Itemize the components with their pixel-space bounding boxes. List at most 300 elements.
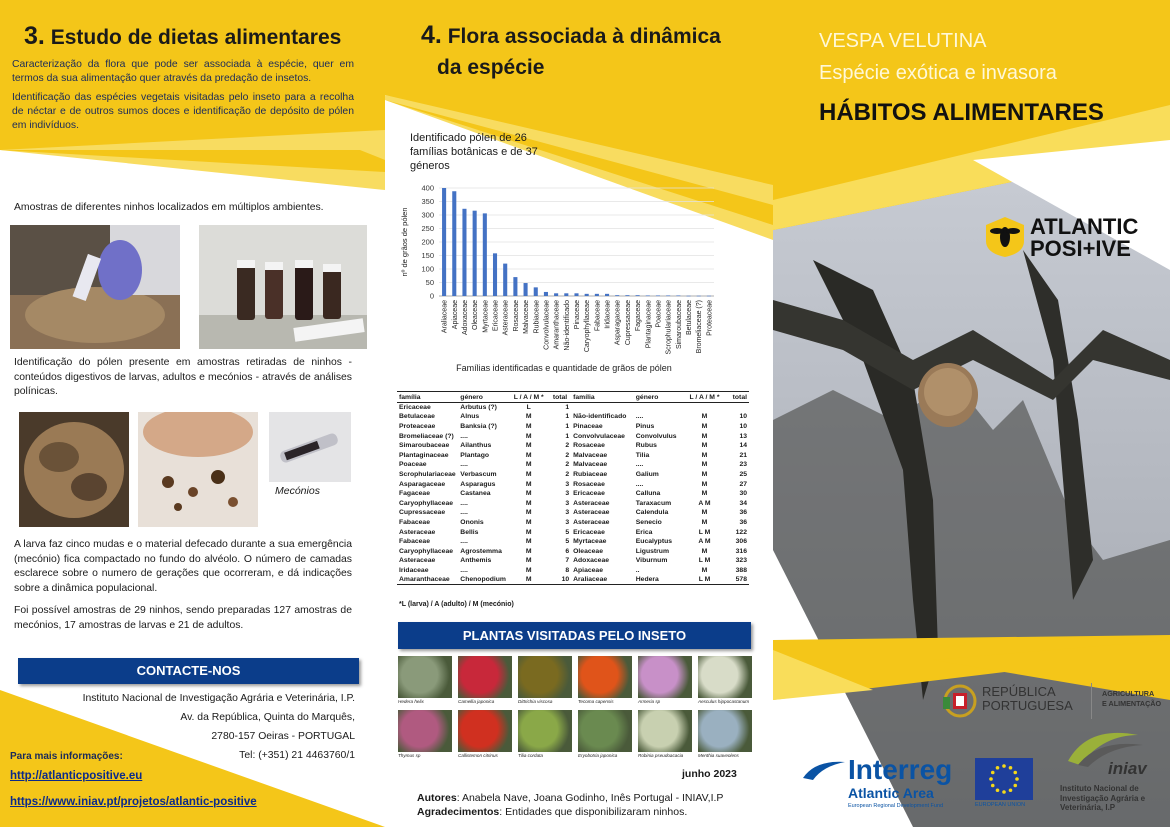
table-cell: .... <box>635 461 644 469</box>
table-cell: 3 <box>565 509 570 517</box>
cover-subtitle <box>819 25 1057 89</box>
plant-caption: Armeria sp <box>638 699 661 704</box>
x-tick-label: Proteaceae <box>706 300 714 336</box>
table-cell: M <box>701 461 708 469</box>
table-cell: Asteraceae <box>573 518 610 526</box>
y-tick-label: 200 <box>421 237 434 247</box>
table-cell: Scrophulariaceae <box>399 470 456 478</box>
table-cell: 27 <box>739 480 747 488</box>
table-cell: Convolvulaceae <box>573 432 625 440</box>
x-tick-label: Asparagaceae <box>614 300 622 346</box>
plant-photo <box>638 656 692 704</box>
x-tick-label: Adoxaceae <box>461 300 469 336</box>
atlantic-positive-link[interactable]: http://atlanticpositive.eu <box>10 770 143 782</box>
contact-line: 2780-157 Oeiras - PORTUGAL <box>211 731 355 742</box>
table-cell: L M <box>698 528 711 536</box>
section-4-title <box>421 20 721 83</box>
date: junho 2023 <box>682 768 737 780</box>
table-cell: 5 <box>565 528 570 536</box>
x-axis-title: Famílias identificadas e quantidade de grãos de pólen <box>456 363 672 373</box>
table-cell: Erica <box>635 528 653 536</box>
eu-star <box>1009 766 1013 770</box>
erdf-label: European Regional Development Fund <box>848 803 944 809</box>
table-cell: Não-identificado <box>573 413 627 421</box>
table-cell: Amaranthaceae <box>397 575 458 585</box>
chart-bar <box>574 293 578 296</box>
table-cell: M <box>525 451 532 459</box>
y-tick-label: 0 <box>429 291 434 301</box>
chart-bar <box>452 191 456 296</box>
table-cell: Poaceae <box>399 461 427 469</box>
atlantic-positive-logo-icon <box>986 217 1024 257</box>
table-cell: 5 <box>565 538 570 546</box>
plant-image <box>458 656 512 698</box>
col-header: família <box>571 392 634 403</box>
table-row <box>397 450 749 460</box>
table-cell: Rubiaceae <box>573 470 608 478</box>
eu-star <box>996 788 1000 792</box>
plant-image <box>458 710 512 752</box>
table-cell: Malvaceae <box>573 451 608 459</box>
larva-text: A larva faz cinco mudas e o material defecado durante a sua emergência (mecónio) fica compactado no fundo do alvéolo. O número de camadas esclarece sobre o numero de gerações que ocorreram, e dá indicações sobre a dinâmica populacional. <box>14 539 352 594</box>
table-cell: M <box>701 451 708 459</box>
table-cell: M <box>701 422 708 430</box>
plant-caption: Tilia cordata <box>518 753 543 758</box>
table-cell: 306 <box>735 538 747 546</box>
meconios-label: Mecónios <box>275 485 320 497</box>
chart-bar <box>707 296 711 297</box>
eu-star <box>1013 784 1017 788</box>
plant-photo <box>578 656 632 704</box>
table-cell: Agrostemma <box>460 547 502 555</box>
table-cell: Alnus <box>460 413 480 421</box>
table-cell: Caryophyllaceae <box>399 547 454 555</box>
chart-bar <box>646 295 650 296</box>
interreg-logo: Interreg <box>848 754 953 785</box>
table-cell: M <box>525 566 532 574</box>
table-cell: 10 <box>739 413 747 421</box>
table-cell: 3 <box>565 490 570 498</box>
table-cell: Pinus <box>635 422 655 430</box>
table-row <box>397 431 749 441</box>
species-name: VESPA VELUTINA <box>819 30 987 52</box>
plant-caption: Robinia pseudoacacia <box>638 753 684 758</box>
table-cell: Eucalyptus <box>635 538 673 546</box>
plant-photo <box>458 656 512 704</box>
table-cell: Oleaceae <box>573 547 603 555</box>
x-tick-label: Rosaceae <box>512 300 520 332</box>
chart-bar <box>554 293 558 296</box>
chart-bar <box>544 292 548 296</box>
col-header: total <box>725 392 749 403</box>
table-cell: Anthemis <box>460 557 492 565</box>
iniav-logo: iniav <box>1108 759 1147 778</box>
section-title-text: Flora associada à dinâmica <box>447 25 721 48</box>
table-cell: 3 <box>565 518 570 526</box>
x-tick-label: Malvaceae <box>523 300 531 334</box>
table-cell: 3 <box>565 480 570 488</box>
contact-phone: Tel: (+351) 21 4463760/1 <box>239 750 355 761</box>
samples-count-text: Foi possível amostras de 29 ninhos, sendo preparadas 127 amostras de mecónios, 17 amostras de larvas e 21 de adultos. <box>14 605 352 631</box>
contact-line: Av. da República, Quinta do Marquês, <box>180 712 355 723</box>
table-cell: 388 <box>735 566 747 574</box>
table-cell: A M <box>698 538 711 546</box>
x-tick-label: Araliaceae <box>441 300 449 334</box>
table-cell: .... <box>635 413 644 421</box>
plant-image <box>398 656 452 698</box>
table-row <box>397 441 749 451</box>
table-cell: Myrtaceae <box>573 538 607 546</box>
plant-image <box>578 710 632 752</box>
panel-cover <box>773 0 1170 827</box>
table-cell: Ericaceae <box>573 528 605 536</box>
table-row <box>397 498 749 508</box>
table-cell: M <box>701 490 708 498</box>
cover-title: HÁBITOS ALIMENTARES <box>819 99 1104 126</box>
authors-label: Autores <box>417 792 457 804</box>
table-cell: Ailanthus <box>460 442 492 450</box>
plant-caption: Dittrichia viscosa <box>518 699 553 704</box>
eu-flag-icon <box>975 758 1033 800</box>
table-cell: Fabaceae <box>399 538 430 546</box>
table-cell: Banksia (?) <box>460 422 497 430</box>
table-cell: 34 <box>739 499 747 507</box>
table-cell: .... <box>460 538 468 546</box>
plant-caption: Tecoma capensis <box>578 699 614 704</box>
table-cell: .... <box>460 499 468 507</box>
table-cell: M <box>525 547 532 555</box>
section-title-text: Estudo de dietas alimentares <box>50 26 342 49</box>
credits <box>417 791 723 819</box>
table-cell: M <box>701 566 708 574</box>
photo-meconium-tube <box>269 412 351 482</box>
eu-star <box>991 771 995 775</box>
table-row <box>397 422 749 432</box>
x-tick-label: Amaranthaceae <box>553 300 561 350</box>
table-cell: Plantago <box>460 451 489 459</box>
table-cell: Fabaceae <box>399 518 430 526</box>
table-header-row <box>397 392 749 403</box>
photo-larvae-sorting <box>138 412 258 527</box>
table-cell: Ononis <box>460 518 484 526</box>
chart-bar <box>666 295 670 296</box>
table-cell: 23 <box>739 461 747 469</box>
table-cell: Castanea <box>460 490 491 498</box>
table-cell: Asparagus <box>460 480 496 488</box>
x-tick-label: Cupressaceae <box>624 300 632 346</box>
table-row <box>397 508 749 518</box>
table-cell: M <box>509 575 549 585</box>
chart-bar <box>564 293 568 296</box>
table-cell: Betulaceae <box>399 413 435 421</box>
chart-bar <box>625 295 629 296</box>
chart-bar <box>493 253 497 296</box>
table-cell: Asparagaceae <box>399 480 446 488</box>
table-cell: 1 <box>565 422 570 430</box>
table-cell: L M <box>684 575 724 585</box>
species-description: Espécie exótica e invasora <box>819 62 1057 84</box>
chart-bar <box>636 295 640 296</box>
table-cell: Plantaginaceae <box>399 451 449 459</box>
atlantic-positive-logo <box>1030 216 1138 260</box>
table-cell: Calendula <box>635 509 669 517</box>
chart-bar <box>503 264 507 296</box>
eu-star <box>1002 790 1006 794</box>
table-cell: 10 <box>549 575 571 585</box>
section-number: 4. <box>421 21 442 49</box>
x-tick-label: Não-identificado <box>563 300 571 351</box>
table-cell: M <box>525 432 532 440</box>
plant-photo <box>398 710 452 758</box>
plant-caption: Camellia japonica <box>458 699 495 704</box>
plant-image <box>518 656 572 698</box>
table-cell: M <box>525 470 532 478</box>
table-cell: M <box>701 470 708 478</box>
republica-portuguesa-logo <box>982 685 1073 713</box>
table-row <box>397 403 749 413</box>
table-cell: 10 <box>739 422 747 430</box>
x-tick-label: Iridaceae <box>604 300 612 329</box>
y-tick-label: 100 <box>421 264 434 274</box>
table-cell: Calluna <box>635 490 661 498</box>
table-cell: M <box>525 480 532 488</box>
authors-text: : Anabela Nave, Joana Godinho, Inês Portugal - INIAV,I.P <box>456 792 724 804</box>
photo-lab-samples <box>10 225 180 349</box>
eu-star <box>1009 788 1013 792</box>
table-cell: .... <box>460 509 468 517</box>
section-number: 3. <box>24 22 45 50</box>
chart-note: Identificado pólen de 26 famílias botânicas e de 37 géneros <box>410 132 538 172</box>
table-cell: 1 <box>565 413 570 421</box>
logo-line: Investigação Agrária e <box>1060 793 1146 803</box>
table-cell: Ligustrum <box>635 547 669 555</box>
iniav-project-link[interactable]: https://www.iniav.pt/projetos/atlantic-positive <box>10 796 257 808</box>
table-cell: 316 <box>735 547 747 555</box>
x-tick-label: Apiaceae <box>451 300 459 330</box>
table-cell: M <box>701 480 708 488</box>
x-tick-label: Simaroubaceae <box>675 300 683 350</box>
table-row <box>397 489 749 499</box>
table-cell: Apiaceae <box>573 566 603 574</box>
table-row <box>397 479 749 489</box>
logo-line: AGRICULTURA <box>1102 689 1155 698</box>
plant-photo <box>398 656 452 704</box>
plant-photo <box>518 656 572 704</box>
section-3-title <box>24 22 341 51</box>
table-cell: L <box>526 404 531 412</box>
plant-photo <box>458 710 512 758</box>
logo-line: PORTUGUESA <box>982 698 1073 713</box>
table-cell: 14 <box>739 442 747 450</box>
x-tick-label: Convolvulaceae <box>543 300 551 350</box>
table-cell: Asteraceae <box>573 499 610 507</box>
agricultura-logo <box>1102 689 1161 708</box>
table-cell: Cupressaceae <box>399 509 446 517</box>
table-row <box>397 460 749 470</box>
logo-line: Veterinária, I.P <box>1060 803 1116 812</box>
logo-line: E ALIMENTAÇÃO <box>1102 698 1162 708</box>
ack-label: Agradecimentos <box>417 806 500 818</box>
plant-photo <box>578 710 632 758</box>
plant-caption: Aesculus hippocastanum <box>698 699 750 704</box>
table-cell: L M <box>698 557 711 565</box>
table-cell: Asteraceae <box>399 557 436 565</box>
table-cell: 25 <box>739 470 747 478</box>
atlantic-area-label: Atlantic Area <box>848 785 934 801</box>
table-cell: Asteraceae <box>573 509 610 517</box>
table-cell: 2 <box>565 470 570 478</box>
table-cell: 36 <box>739 518 747 526</box>
table-cell: Araliaceae <box>571 575 634 585</box>
table-cell: Tilia <box>635 451 650 459</box>
chart-bar <box>676 295 680 296</box>
y-tick-label: 400 <box>421 183 434 193</box>
table-cell: 578 <box>725 575 749 585</box>
more-info-label: Para mais informações: <box>10 751 123 762</box>
chart-bar <box>442 188 446 296</box>
table-cell: Taraxacum <box>635 499 672 507</box>
table-cell: Rosaceae <box>573 480 605 488</box>
plant-caption: Thymus sp <box>398 753 421 758</box>
col-header: género <box>458 392 508 403</box>
table-cell: Asteraceae <box>399 528 436 536</box>
table-cell: M <box>525 422 532 430</box>
table-cell: M <box>701 442 708 450</box>
plant-caption: Hedera helix <box>398 699 424 704</box>
table-cell: Viburnum <box>635 557 668 565</box>
table-row <box>397 412 749 422</box>
chart-bar <box>483 213 487 296</box>
plant-photo <box>698 710 752 758</box>
y-tick-label: 250 <box>421 224 434 233</box>
plant-image <box>578 656 632 698</box>
table-cell: M <box>525 509 532 517</box>
table-cell: M <box>525 442 532 450</box>
chart-bar <box>534 287 538 296</box>
panel-diets <box>0 0 385 827</box>
section-3-intro <box>12 58 354 138</box>
eu-star <box>1015 777 1019 781</box>
eu-star <box>1002 764 1006 768</box>
logo-line: POSI+IVE <box>1030 236 1131 261</box>
plant-photo <box>698 656 752 704</box>
photo-sample-tubes <box>199 225 367 349</box>
table-cell: 323 <box>735 557 747 565</box>
section-title-text: da espécie <box>437 56 545 79</box>
table-cell: Pinaceae <box>573 422 603 430</box>
table-cell: M <box>701 509 708 517</box>
eu-star <box>996 766 1000 770</box>
table-cell <box>725 403 749 413</box>
pollen-chart <box>399 176 719 376</box>
pollen-caption: Identificação do pólen presente em amostras retiradas de ninhos - conteúdos digestivos de larvas, adultos e mecónios - através de análises polínicas. <box>14 357 352 397</box>
plant-image <box>518 710 572 752</box>
table-row <box>397 537 749 547</box>
table-cell: 7 <box>565 557 570 565</box>
table-note: *L (larva) / A (adulto) / M (mecónio) <box>399 601 514 608</box>
logo-line: ATLANTIC <box>1030 214 1139 239</box>
plant-image <box>698 710 752 752</box>
table-row <box>397 556 749 566</box>
table-cell: 2 <box>565 451 570 459</box>
chart-bar <box>615 295 619 296</box>
table-row <box>397 546 749 556</box>
y-tick-label: 350 <box>421 197 434 206</box>
table-cell: Arbutus (?) <box>460 404 497 412</box>
table-cell: M <box>525 499 532 507</box>
x-tick-label: Oleaceae <box>472 300 480 330</box>
table-cell: 1 <box>565 404 570 412</box>
eu-star <box>989 777 993 781</box>
chart-bar <box>513 277 517 296</box>
table-cell: 1 <box>565 432 570 440</box>
table-cell: Fagaceae <box>399 490 430 498</box>
x-tick-label: Bromeliaceae (?) <box>696 300 704 354</box>
contact-line: Instituto Nacional de Investigação Agrária e Veterinária, I.P. <box>82 693 355 704</box>
x-tick-label: Fabaceae <box>594 300 602 332</box>
table-cell: Simaroubaceae <box>399 442 450 450</box>
table-cell: 3 <box>565 499 570 507</box>
table-cell: M <box>701 518 708 526</box>
table-row <box>397 575 749 585</box>
x-tick-label: Ericaceae <box>492 300 500 332</box>
plant-image <box>698 656 752 698</box>
table-cell: 122 <box>735 528 747 536</box>
chart-bar <box>605 294 609 296</box>
x-tick-label: Poaceae <box>655 300 663 328</box>
table-cell <box>684 403 724 413</box>
chart-bar <box>462 209 466 296</box>
chart-bar <box>585 294 589 296</box>
chart-bar <box>656 295 660 296</box>
table-cell: M <box>701 413 708 421</box>
table-cell: Hedera <box>634 575 685 585</box>
chart-bar <box>687 296 691 297</box>
table-cell: M <box>525 528 532 536</box>
chart-bar <box>473 211 477 296</box>
interreg-wave-icon <box>801 758 847 782</box>
plants-header: PLANTAS VISITADAS PELO INSETO <box>398 622 751 649</box>
table-cell: Ericaceae <box>399 404 431 412</box>
table-cell: 6 <box>565 547 570 555</box>
portugal-coat-of-arms-icon <box>943 683 977 719</box>
eu-star <box>1013 771 1017 775</box>
table-cell: M <box>701 432 708 440</box>
y-tick-label: 50 <box>425 278 434 287</box>
table-cell: Proteaceae <box>399 422 436 430</box>
table-row <box>397 518 749 528</box>
table-cell: M <box>525 413 532 421</box>
table-cell: .... <box>460 432 468 440</box>
col-header: total <box>549 392 571 403</box>
table-cell <box>634 403 685 413</box>
table-cell: M <box>525 518 532 526</box>
table-cell: 13 <box>739 432 747 440</box>
table-cell: 36 <box>739 509 747 517</box>
y-tick-label: 150 <box>421 251 434 260</box>
table-cell: Caryophyllaceae <box>399 499 454 507</box>
chart-bar <box>595 294 599 296</box>
table-cell: Rubus <box>635 442 657 450</box>
table-cell: Bromeliaceae (?) <box>399 432 454 440</box>
plant-photo <box>638 710 692 758</box>
col-header: género <box>634 392 685 403</box>
table-cell: M <box>525 538 532 546</box>
x-tick-label: Asteraceae <box>502 300 510 336</box>
x-tick-label: Scrophulariaceae <box>665 300 673 355</box>
table-cell: 2 <box>565 442 570 450</box>
x-tick-label: Betulaceae <box>686 300 694 336</box>
